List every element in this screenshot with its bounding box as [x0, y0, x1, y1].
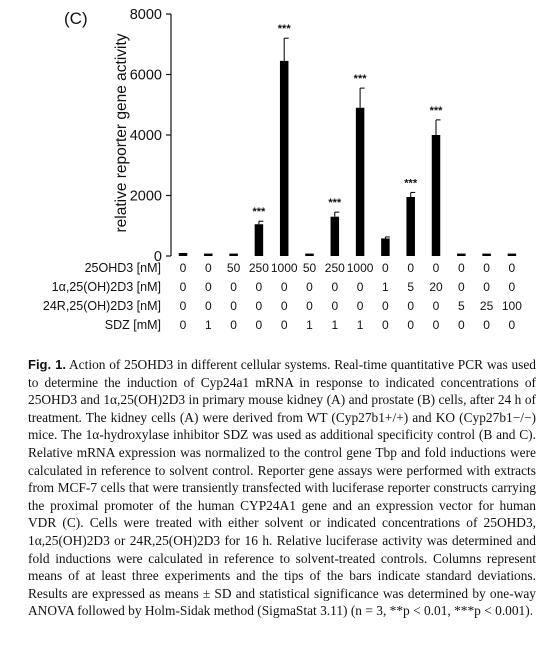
bar: [255, 224, 264, 256]
condition-value: 20: [429, 280, 443, 294]
bar: [204, 254, 213, 256]
condition-value: 1: [331, 318, 339, 332]
y-tick-label: 0: [153, 249, 162, 265]
bar: [305, 254, 314, 256]
bar: [482, 254, 491, 256]
condition-value: 250: [248, 261, 269, 275]
condition-value: 0: [230, 318, 237, 332]
condition-value: 0: [457, 280, 465, 294]
condition-value: 1000: [346, 261, 374, 275]
condition-value: 0: [483, 261, 490, 275]
significance-label: ***: [252, 206, 266, 219]
condition-value: 0: [382, 299, 389, 313]
condition-label: 25OHD3 [nM]: [84, 261, 161, 275]
bar: [280, 61, 289, 256]
figure-label: Fig. 1.: [28, 357, 66, 372]
condition-value: 0: [280, 280, 288, 294]
condition-value: 0: [204, 299, 212, 313]
condition-value: 0: [204, 280, 212, 294]
condition-value: 0: [483, 318, 490, 332]
y-tick-label: 2000: [129, 188, 162, 205]
bar: [381, 238, 390, 256]
condition-value: 0: [407, 261, 415, 275]
condition-value: 0: [230, 280, 237, 294]
condition-value: 0: [179, 280, 187, 294]
condition-value: 5: [457, 299, 465, 313]
condition-value: 1: [382, 280, 389, 294]
bar: [508, 254, 517, 256]
condition-value: 0: [255, 299, 263, 313]
condition-value: 0: [179, 299, 187, 313]
condition-value: 0: [179, 318, 187, 332]
condition-value: 0: [382, 318, 389, 332]
condition-value: 1: [306, 318, 313, 332]
y-axis-ticks: [130, 7, 171, 265]
condition-label: SDZ [mM]: [104, 318, 161, 332]
condition-value: 0: [457, 261, 465, 275]
bar: [179, 253, 188, 256]
condition-value: 1: [204, 318, 212, 332]
condition-value: 0: [230, 299, 237, 313]
condition-value: 0: [457, 318, 465, 332]
condition-value: 50: [302, 261, 317, 275]
condition-value: 0: [382, 261, 389, 275]
condition-value: 0: [280, 299, 288, 313]
bar: [457, 254, 466, 256]
condition-value: 0: [407, 299, 415, 313]
figure-caption: [28, 356, 536, 620]
y-tick-label: 8000: [129, 7, 162, 23]
condition-value: 0: [204, 261, 212, 275]
caption-text: Action of 25OHD3 in different cellular systems. Real-time quantitative PCR was used to determine the induction of Cyp24a1 mRNA in response to indicated concentrations of 25OHD3 and 1α,25(OH)2D3 in primary mouse kidney (A) and prostate (B) cells, after 24 h of treatment. The kidney cells (A) were derived from WT (Cyp27b1+/+) and KO (Cyp27b1−/−) mice. The 1α-hydroxylase inhibitor SDZ was used as additional specificity control (B and C). Relative mRNA expression was normalized to the control gene Tbp and fold inductions were calculated in reference to solvent control. Reporter gene assays were performed with extracts from MCF-7 cells that were transiently transfected with luciferase reporter constructs carrying the proximal promoter of the human CYP24A1 gene and an expression vector for human VDR (C). Cells were treated with either solvent or indicated concentrations of 25OHD3, 1α,25(OH)2D3 or 24R,25(OH)2D3 for 16 h. Relative luciferase activity was determined and fold inductions were calculated in reference to solvent-treated controls. Columns represent means of at least three experiments and the tips of the bars indicate standard deviations. Results are expressed as means ± SD and statistical significance was determined by one-way ANOVA followed by Holm-Sidak method (SigmaStat 3.11) (n = 3, **p < 0.01, ***p < 0.001).: [28, 357, 536, 619]
condition-value: 0: [306, 299, 313, 313]
significance-label: ***: [429, 104, 443, 117]
significance-label: ***: [404, 177, 418, 190]
condition-label: 1α,25(OH)2D3 [nM]: [51, 280, 161, 294]
y-tick-label: 6000: [129, 67, 162, 84]
bar: [432, 135, 441, 256]
condition-value: 0: [306, 280, 313, 294]
y-axis-label: relative reporter gene activity: [113, 33, 130, 233]
significance-label: ***: [277, 23, 291, 36]
condition-value: 0: [407, 318, 415, 332]
condition-value: 50: [226, 261, 241, 275]
condition-value: 0: [280, 318, 288, 332]
bar: [356, 108, 365, 256]
condition-value: 0: [508, 261, 516, 275]
bar: [406, 197, 415, 256]
significance-label: ***: [328, 197, 342, 210]
panel-label: (C): [64, 9, 88, 28]
condition-value: 250: [324, 261, 345, 275]
bar: [331, 217, 340, 256]
condition-label: 24R,25(OH)2D3 [nM]: [42, 299, 161, 313]
condition-value: 5: [407, 280, 415, 294]
condition-value: 1000: [270, 261, 298, 275]
condition-value: 0: [356, 299, 364, 313]
condition-value: 0: [331, 280, 339, 294]
significance-label: ***: [353, 73, 367, 86]
condition-value: 0: [331, 299, 339, 313]
condition-table: [43, 261, 522, 332]
condition-value: 25: [479, 299, 494, 313]
condition-value: 100: [501, 299, 522, 313]
condition-value: 0: [356, 280, 364, 294]
bar: [229, 254, 238, 256]
condition-value: 0: [255, 280, 263, 294]
condition-value: 1: [356, 318, 364, 332]
condition-value: 0: [432, 318, 440, 332]
condition-value: 0: [432, 261, 440, 275]
condition-value: 0: [255, 318, 263, 332]
condition-value: 0: [432, 299, 440, 313]
condition-value: 0: [508, 280, 516, 294]
condition-value: 0: [483, 280, 490, 294]
condition-value: 0: [179, 261, 187, 275]
bar-group: [179, 23, 516, 256]
y-tick-label: 4000: [129, 128, 162, 144]
condition-value: 0: [508, 318, 516, 332]
